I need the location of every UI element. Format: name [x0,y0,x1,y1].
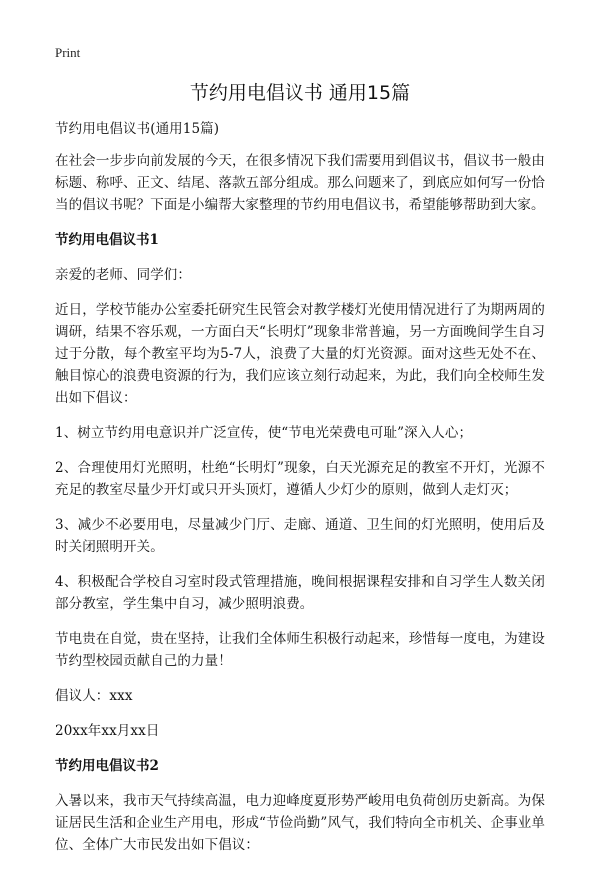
date-line: 20xx年xx月xx日 [55,723,160,739]
page-title: 节约用电倡议书 通用15篇 [189,82,411,104]
document-subtitle: 节约用电倡议书(通用15篇) [55,121,220,137]
proposal-item: 1、树立节约用电意识并广泛宣传，使“节电光荣费电可耻”深入人心； [55,425,473,441]
body-paragraph: 入暑以来，我市天气持续高温，电力迎峰度夏形势严峻用电负荷创历史新高。为保证居民生活和企业生产用电，形成“节俭尚勤”风气，我们特向全市机关、企事业单位、全体广大市民发出如下倡议： [55,793,546,853]
signature-line: 倡议人：xxx [55,688,133,704]
intro-paragraph: 在社会一步步向前发展的今天，在很多情况下我们需要用到倡议书，倡议书一般由标题、称呼、正文、结尾、落款五部分组成。那么问题来了，到底应如何写一份恰当的倡议书呢？下面是小编帮大家整理的节约用电倡议书，希望能够帮助到大家。 [55,153,545,213]
proposal-item: 4、积极配合学校自习室时段式管理措施，晚间根据课程安排和自习学生人数关闭部分教室，学生集中自习，减少照明浪费。 [55,574,545,612]
salutation: 亲爱的老师、同学们： [55,267,191,283]
closing-paragraph: 节电贵在自觉，贵在坚持，让我们全体师生积极行动起来，珍惜每一度电，为建设节约型校园贡献自己的力量！ [55,631,545,669]
section-heading: 节约用电倡议书2 [55,758,159,774]
print-link[interactable]: Print [55,45,81,60]
proposal-item: 2、合理使用灯光照明，杜绝“长明灯”现象，白天光源充足的教室不开灯，光源不充足的教室尽量少开灯或只开头顶灯，遵循人少灯少的原则，做到人走灯灭； [55,460,545,498]
document-body [55,118,545,869]
section-heading: 节约用电倡议书1 [55,232,159,248]
proposal-item: 3、减少不必要用电，尽量减少门厅、走廊、通道、卫生间的灯光照明，使用后及时关闭照明开关。 [55,517,545,555]
body-paragraph: 近日，学校节能办公室委托研究生民管会对教学楼灯光使用情况进行了为期两周的调研，结果不容乐观，一方面白天“长明灯”现象非常普遍，另一方面晚间学生自习过于分散，每个教室平均为5-7人，浪费了大量的灯光资源。面对这些无处不在、触目惊心的浪费电资源的行为，我们应该立刻行动起来，为此，我们向全校师生发出如下倡议： [55,302,546,406]
